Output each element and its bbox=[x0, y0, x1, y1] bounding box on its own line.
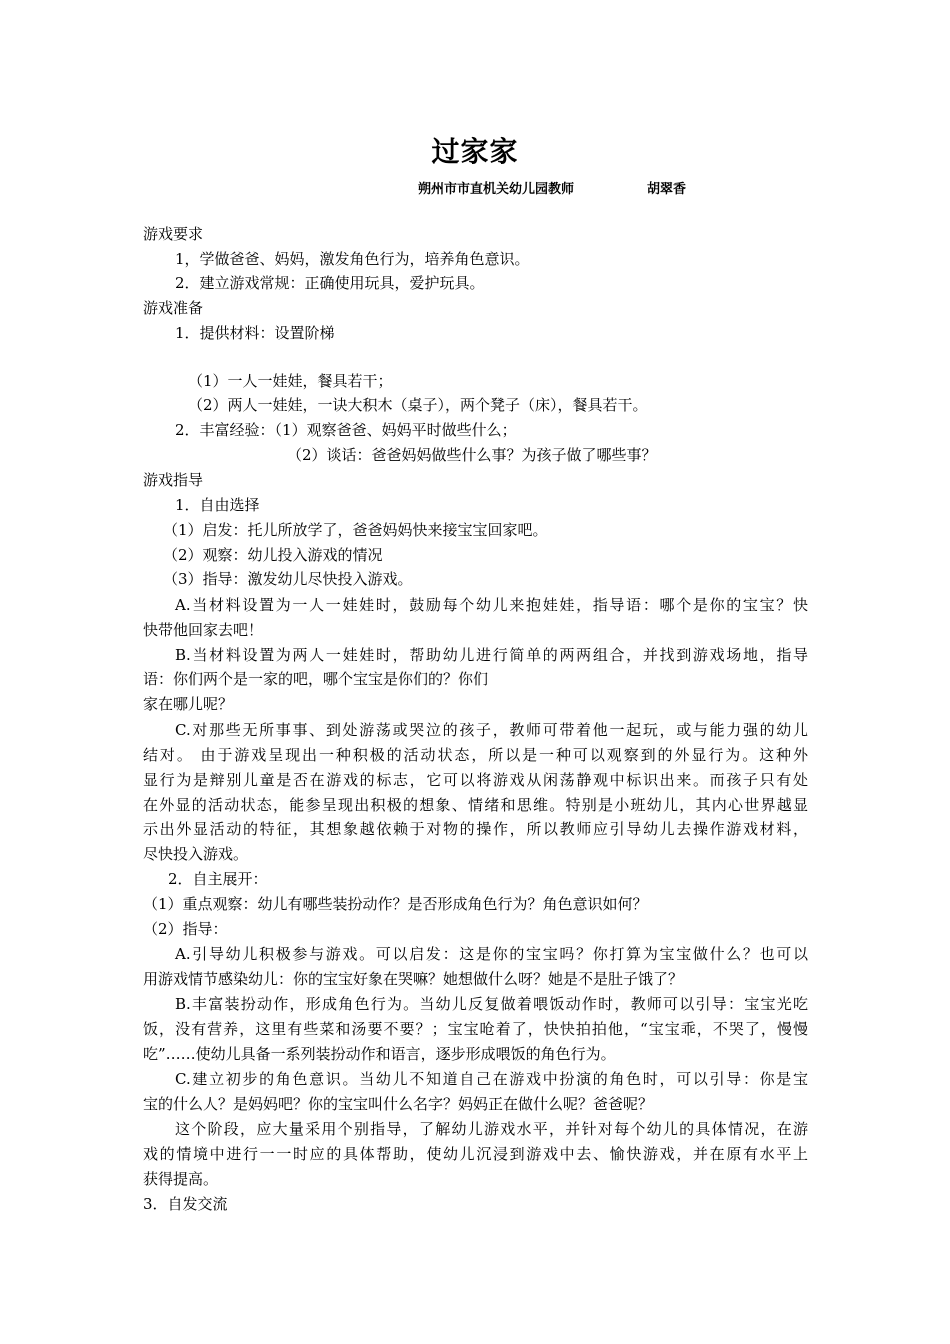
text-line: 获得提高。 bbox=[143, 1170, 219, 1188]
text-line: 家在哪儿呢？ bbox=[143, 695, 234, 713]
text-line: 语：你们两个是一家的吧，哪个宝宝是你们的？你们 bbox=[143, 670, 489, 688]
section-heading: 3．自发交流 bbox=[143, 1195, 228, 1213]
text-line: 吃”……使幼儿具备一系列装扮动作和语言，逐步形成喂饭的角色行为。 bbox=[143, 1045, 616, 1063]
text-line: A.引导幼儿积极参与游戏。可以启发：这是你的宝宝吗？你打算为宝宝做什么？也可以 bbox=[175, 945, 808, 963]
text-line: 结对。 由于游戏呈现出一种积极的活动状态，所以是一种可以观察到的外显行为。这种外 bbox=[143, 746, 808, 764]
text-line: （2）指导： bbox=[143, 920, 228, 938]
text-line: 1．自由选择 bbox=[175, 496, 260, 514]
text-line: （1）启发：托儿所放学了，爸爸妈妈快来接宝宝回家吧。 bbox=[163, 521, 548, 539]
text-line: 2．自主展开： bbox=[168, 870, 268, 888]
text-line: 1．提供材料：设置阶梯 bbox=[175, 324, 335, 342]
text-line: （2）两人一娃娃，一诀大积木（桌子），两个凳子（床），餐具若干。 bbox=[188, 396, 648, 414]
text-line: 快带他回家去吧！ bbox=[143, 621, 264, 639]
text-line: 戏的情境中进行一一时应的具体帮助，使幼儿沉浸到游戏中去、愉快游戏，并在原有水平上 bbox=[143, 1145, 808, 1163]
text-line: 饭，没有营养，这里有些菜和汤要不要？；宝宝呛着了，快快拍拍他，“宝宝乖，不哭了，慢慢 bbox=[143, 1020, 808, 1038]
text-line: （1）重点观察：幼儿有哪些装扮动作？是否形成角色行为？角色意识如何？ bbox=[143, 895, 648, 913]
text-line: （2）谈话：爸爸妈妈做些什么事？为孩子做了哪些事？ bbox=[287, 446, 657, 464]
text-line: A.当材料设置为一人一娃娃时，鼓励每个幼儿来抱娃娃，指导语：哪个是你的宝宝？快 bbox=[175, 596, 808, 614]
author-organization: 朔州市市直机关幼儿园教师 bbox=[418, 182, 575, 197]
text-line: 示出外显活动的特征，其想象越依赖于对物的操作，所以教师应引导幼儿去操作游戏材料， bbox=[143, 820, 808, 838]
text-line: 用游戏情节感染幼儿：你的宝宝好象在哭嘛？她想做什么呀？她是不是肚子饿了？ bbox=[143, 970, 684, 988]
text-line: B.当材料设置为两人一娃娃时，帮助幼儿进行简单的两两组合，并找到游戏场地，指导 bbox=[175, 646, 808, 664]
section-heading: 游戏准备 bbox=[143, 299, 204, 317]
text-line: 2．丰富经验：（1）观察爸爸、妈妈平时做些什么； bbox=[175, 421, 517, 439]
text-line: C.对那些无所事事、到处游荡或哭泣的孩子，教师可带着他一起玩，或与能力强的幼儿 bbox=[175, 721, 808, 739]
text-line: 在外显的活动状态，能参呈现出积极的想象、情绪和思维。特别是小班幼儿，其内心世界越显 bbox=[143, 796, 808, 814]
text-line: 这个阶段，应大量采用个别指导，了解幼儿游戏水平，并针对每个幼儿的具体情况，在游 bbox=[175, 1120, 808, 1138]
text-line: （2）观察：幼儿投入游戏的情况 bbox=[163, 546, 383, 564]
text-line: C.建立初步的角色意识。当幼儿不知道自己在游戏中扮演的角色时，可以引导：你是宝 bbox=[175, 1070, 808, 1088]
author-name: 胡翠香 bbox=[647, 182, 687, 197]
page-title: 过家家 bbox=[431, 135, 519, 168]
text-line: （3）指导：激发幼儿尽快投入游戏。 bbox=[163, 570, 413, 588]
text-line: 1，学做爸爸、妈妈，激发角色行为，培养角色意识。 bbox=[175, 250, 530, 268]
text-line: （1）一人一娃娃，餐具若干； bbox=[188, 372, 393, 390]
text-line: 2．建立游戏常规：正确使用玩具，爱护玩具。 bbox=[175, 274, 485, 292]
text-line: B.丰富装扮动作，形成角色行为。当幼儿反复做着喂饭动作时，教师可以引导：宝宝光吃 bbox=[175, 995, 808, 1013]
text-line: 显行为是辩别儿童是否在游戏的标志，它可以将游戏从闲荡静观中标识出来。而孩子只有处 bbox=[143, 771, 808, 789]
section-heading: 游戏指导 bbox=[143, 471, 204, 489]
text-line: 宝的什么人？是妈妈吧？你的宝宝叫什么名字？妈妈正在做什么呢？爸爸呢？ bbox=[143, 1095, 654, 1113]
section-heading: 游戏要求 bbox=[143, 225, 204, 243]
text-line: 尽快投入游戏。 bbox=[143, 845, 249, 863]
